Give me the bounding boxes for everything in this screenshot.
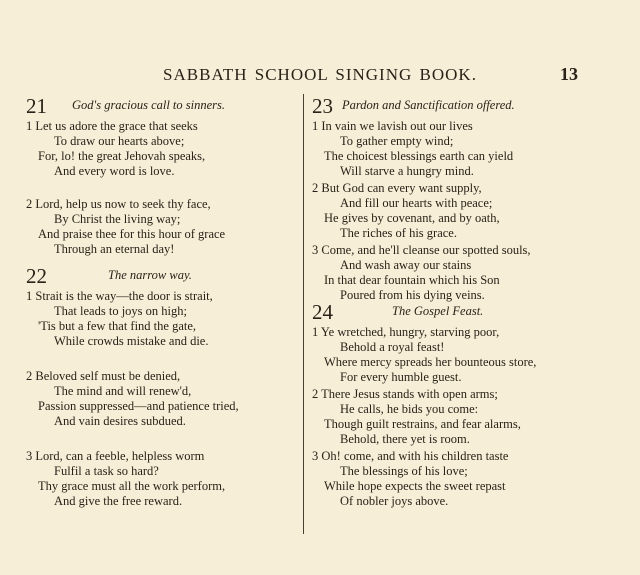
verse (26, 289, 298, 349)
verse-line: Behold, there yet is room. (340, 432, 470, 446)
verse (312, 119, 632, 179)
hymn-title: The narrow way. (108, 268, 192, 282)
verse-line: For every humble guest. (340, 370, 462, 384)
verse-line: 1 In vain we lavish out our lives (312, 119, 473, 133)
hymn-number: 24 (312, 300, 333, 324)
verse-line: The choicest blessings earth can yield (324, 149, 514, 163)
verse-line: And give the free reward. (54, 494, 183, 508)
verse-line: 3 Lord, can a feeble, helpless worm (26, 449, 205, 463)
hymn-number: 21 (26, 94, 47, 118)
verse-line: For, lo! the great Jehovah speaks, (38, 149, 206, 163)
hymn-title: Pardon and Sanctification offered. (342, 98, 515, 112)
verse-line: And wash away our stains (340, 258, 472, 272)
verse-line: 1 Ye wretched, hungry, starving poor, (312, 325, 500, 339)
verse-line: And vain desires subdued. (54, 414, 186, 428)
verse-line: To draw our hearts above; (54, 134, 185, 148)
verse-line: 2 There Jesus stands with open arms; (312, 387, 498, 401)
verse-line: Will starve a hungry mind. (340, 164, 474, 178)
verse (26, 449, 298, 509)
verse-line: While crowds mistake and die. (54, 334, 209, 348)
hymn-number: 23 (312, 94, 333, 118)
verse-line: Thy grace must all the work perform, (38, 479, 226, 493)
column-divider (303, 94, 304, 534)
verse-line: In that dear fountain which his Son (324, 273, 500, 287)
verse-line: Of nobler joys above. (340, 494, 449, 508)
verse (26, 119, 298, 179)
hymn-title: God's gracious call to sinners. (72, 98, 226, 112)
verse-line: Behold a royal feast! (340, 340, 445, 354)
verse-line: And every word is love. (54, 164, 175, 178)
verse-line: 2 Beloved self must be denied, (26, 369, 181, 383)
verse-line: While hope expects the sweet repast (324, 479, 506, 493)
verse-line: 3 Come, and he'll cleanse our spotted souls, (312, 243, 531, 257)
verse (312, 181, 632, 241)
verse-line: Where mercy spreads her bounteous store, (324, 355, 537, 369)
hymn-21 (26, 94, 298, 257)
verse-line: Fulfil a task so hard? (54, 464, 159, 478)
verse-line: The blessings of his love; (340, 464, 468, 478)
verse-line: 2 But God can every want supply, (312, 181, 482, 195)
verse-line: The riches of his grace. (340, 226, 457, 240)
verse-line: He calls, he bids you come: (340, 402, 479, 416)
verse-line: 1 Strait is the way—the door is strait, (26, 289, 213, 303)
verse-line: Passion suppressed—and patience tried, (38, 399, 239, 413)
hymn-number: 22 (26, 264, 47, 288)
verse-line: And praise thee for this hour of grace (38, 227, 226, 241)
verse-line: The mind and will renew'd, (54, 384, 192, 398)
verse-line: Poured from his dying veins. (340, 288, 485, 302)
verse (312, 325, 632, 385)
verse (26, 369, 298, 429)
page-header-title: SABBATH SCHOOL SINGING BOOK. (163, 65, 477, 84)
verse (312, 243, 632, 303)
hymn-23 (312, 94, 632, 303)
verse (312, 449, 632, 509)
verse-line: 2 Lord, help us now to seek thy face, (26, 197, 211, 211)
verse (312, 387, 632, 447)
verse-line: That leads to joys on high; (54, 304, 187, 318)
verse (26, 197, 298, 257)
verse-line: 1 Let us adore the grace that seeks (26, 119, 198, 133)
verse-line: To gather empty wind; (340, 134, 454, 148)
verse-line: And fill our hearts with peace; (340, 196, 493, 210)
hymn-24 (312, 300, 632, 509)
hymn-title: The Gospel Feast. (392, 304, 484, 318)
hymn-22 (26, 264, 298, 509)
verse-line: He gives by covenant, and by oath, (324, 211, 500, 225)
page-number: 13 (560, 64, 578, 84)
verse-line: By Christ the living way; (54, 212, 181, 226)
verse-line: Through an eternal day! (54, 242, 175, 256)
verse-line: 'Tis but a few that find the gate, (38, 319, 197, 333)
verse-line: 3 Oh! come, and with his children taste (312, 449, 509, 463)
verse-line: Though guilt restrains, and fear alarms, (324, 417, 521, 431)
